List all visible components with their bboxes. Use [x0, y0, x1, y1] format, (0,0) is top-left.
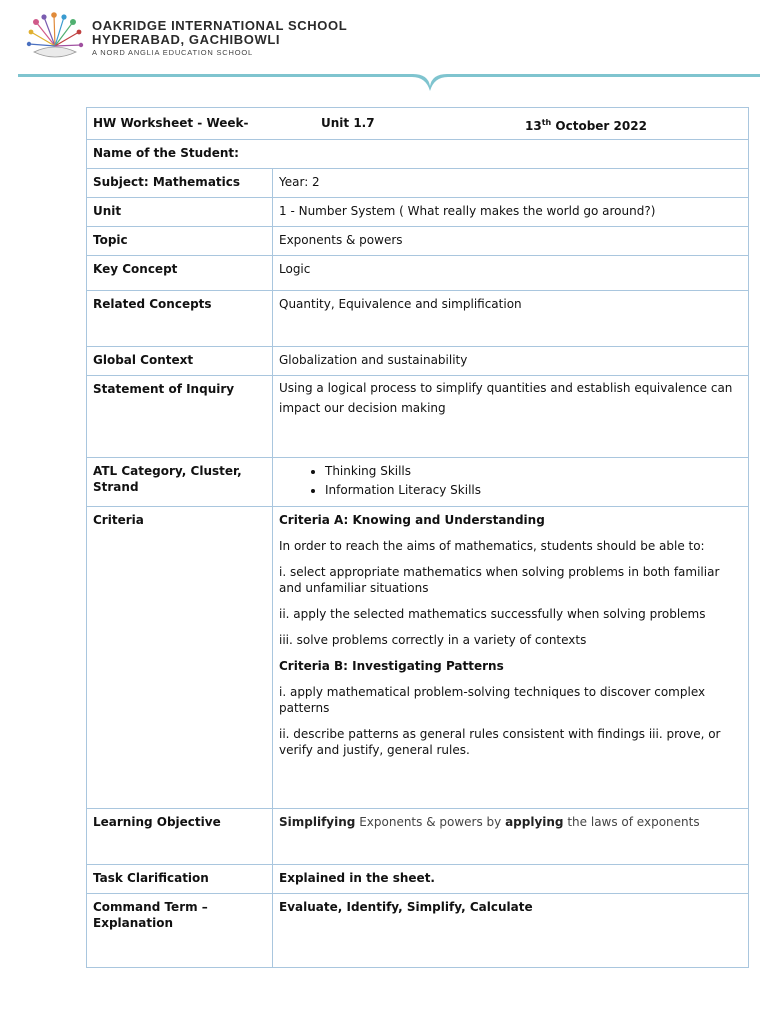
worksheet-week-label: HW Worksheet - Week- — [93, 116, 249, 130]
school-logo-icon — [26, 12, 84, 64]
atl-item: • Information Literacy Skills — [325, 482, 742, 498]
criteria-a-item: ii. apply the selected mathematics successfully when solving problems — [279, 607, 706, 621]
header-row — [87, 108, 749, 140]
topic-row — [87, 227, 749, 256]
criteria-b-item: i. apply mathematical problem-solving techniques to discover complex patterns — [279, 685, 706, 715]
student-name-label: Name of the Student: — [87, 140, 749, 169]
atl-item: • Thinking Skills — [325, 463, 742, 479]
topic-value: Exponents & powers — [273, 227, 749, 256]
criteria-a-item: i. select appropriate mathematics when solving problems in both familiar and unfamiliar situations — [279, 565, 720, 595]
year-value: Year: 2 — [273, 169, 749, 198]
command-term-row — [87, 894, 749, 968]
learning-objective-label: Learning Objective — [87, 809, 273, 865]
criteria-label: Criteria — [87, 507, 273, 809]
unit-row — [87, 198, 749, 227]
command-term-label: Command Term – Explanation — [87, 894, 273, 968]
statement-of-inquiry-row — [87, 376, 749, 458]
school-name-line2: HYDERABAD, GACHIBOWLI — [92, 32, 281, 47]
criteria-a-item: iii. solve problems correctly in a variety of contexts — [279, 633, 587, 647]
unit-number: Unit 1.7 — [321, 116, 375, 130]
related-concepts-value: Quantity, Equivalence and simplification — [273, 291, 749, 347]
atl-label: ATL Category, Cluster, Strand — [87, 458, 273, 507]
criteria-a-intro: In order to reach the aims of mathematics, students should be able to: — [279, 539, 705, 553]
topic-label: Topic — [87, 227, 273, 256]
task-clarification-value: Explained in the sheet. — [273, 865, 749, 894]
criteria-row — [87, 507, 749, 809]
learning-objective-value: Simplifying Exponents & powers by applying the laws of exponents — [273, 809, 749, 865]
school-name-line1: OAKRIDGE INTERNATIONAL SCHOOL — [92, 18, 348, 33]
unit-label: Unit — [87, 198, 273, 227]
learning-objective-row — [87, 809, 749, 865]
key-concept-label: Key Concept — [87, 256, 273, 291]
key-concept-row — [87, 256, 749, 291]
statement-of-inquiry-label: Statement of Inquiry — [87, 376, 273, 458]
worksheet-date: 13th October 2022 — [525, 118, 647, 133]
school-tagline: A NORD ANGLIA EDUCATION SCHOOL — [92, 48, 253, 57]
criteria-b-title: Criteria B: Investigating Patterns — [279, 659, 504, 673]
criteria-a-title: Criteria A: Knowing and Understanding — [279, 513, 545, 527]
student-name-row — [87, 140, 749, 169]
atl-list — [279, 463, 742, 498]
related-concepts-label: Related Concepts — [87, 291, 273, 347]
subject-label: Subject: Mathematics — [87, 169, 273, 198]
worksheet-table — [86, 107, 749, 968]
criteria-b-item: ii. describe patterns as general rules consistent with findings iii. prove, or verify and justify, general rules. — [279, 727, 721, 757]
subject-row — [87, 169, 749, 198]
key-concept-value: Logic — [273, 256, 749, 291]
command-term-value: Evaluate, Identify, Simplify, Calculate — [273, 894, 749, 968]
school-name-block — [92, 19, 347, 57]
header-wave-divider — [18, 64, 760, 94]
task-clarification-row — [87, 865, 749, 894]
statement-of-inquiry-value: Using a logical process to simplify quantities and establish equivalence can impact our decision making — [273, 376, 749, 458]
task-clarification-label: Task Clarification — [87, 865, 273, 894]
atl-row — [87, 458, 749, 507]
page-header — [0, 0, 768, 100]
global-context-label: Global Context — [87, 347, 273, 376]
related-concepts-row — [87, 291, 749, 347]
global-context-value: Globalization and sustainability — [273, 347, 749, 376]
unit-value: 1 - Number System ( What really makes the world go around?) — [273, 198, 749, 227]
global-context-row — [87, 347, 749, 376]
